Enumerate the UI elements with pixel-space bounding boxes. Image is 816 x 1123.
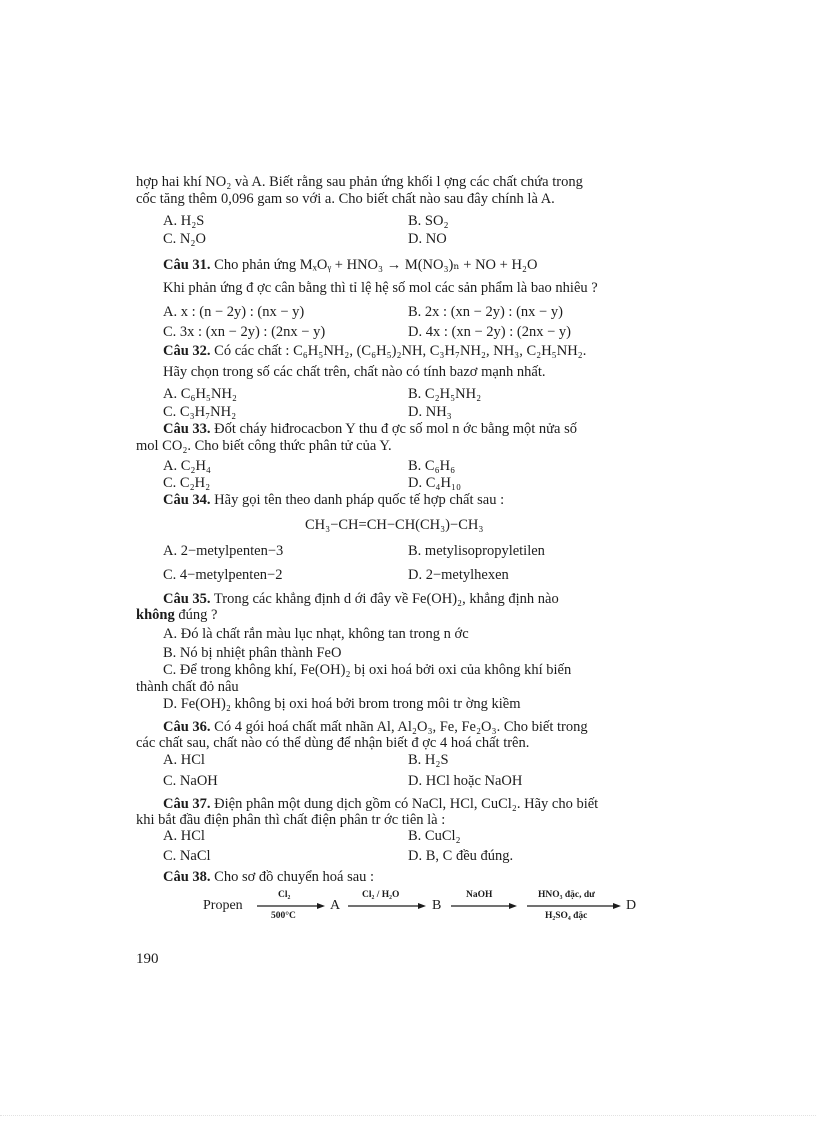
q37-option-d: D. B, C đều đúng. xyxy=(408,848,514,864)
q34-option-b: B. metylisopropyletilen xyxy=(408,543,545,559)
intro-line-1: hợp hai khí NO₂ và A. Biết rằng sau phản ứng khối l ợng các chất chứa trong xyxy=(136,174,583,190)
q35-option-b: B. Nó bị nhiệt phân thành FeO xyxy=(163,645,342,661)
q35-option-c-cont: thành chất đỏ nâu xyxy=(136,679,239,695)
q32-option-b: B. C₂H₅NH₂ xyxy=(408,386,482,402)
question-33 xyxy=(163,421,577,438)
intro-option-b: B. SO₂ xyxy=(408,213,449,229)
arrow-3 xyxy=(450,902,518,910)
q32-option-d: D. NH₃ xyxy=(408,404,452,420)
q33-option-d: D. C₄H₁₀ xyxy=(408,475,462,491)
q37-option-a: A. HCl xyxy=(163,828,205,844)
q33-option-a: A. C₂H₄ xyxy=(163,458,211,474)
question-text: Cho sơ đồ chuyển hoá sau : xyxy=(214,869,375,885)
scan-border xyxy=(0,1115,816,1116)
question-text: Điện phân một dung dịch gồm có NaCl, HCl, CuCl₂. Hãy cho biết xyxy=(214,796,599,812)
intro-option-c: C. N₂O xyxy=(163,231,206,247)
arrow-4-reagent: HNO₃ đặc, dư xyxy=(538,890,595,900)
q31-option-d: D. 4x : (xn − 2y) : (2nx − y) xyxy=(408,324,571,340)
q36-option-c: C. NaOH xyxy=(163,773,218,789)
question-text: Có 4 gói hoá chất mất nhãn Al, Al₂O₃, Fe, Fe₂O₃. Cho biết trong xyxy=(214,719,588,735)
q34-option-a: A. 2−metylpenten−3 xyxy=(163,543,284,559)
q35-option-d: D. Fe(OH)₂ không bị oxi hoá bởi brom trong môi tr ờng kiềm xyxy=(163,696,521,712)
question-number: Câu 38. xyxy=(163,869,211,885)
question-31 xyxy=(163,257,537,274)
q35-option-c: C. Để trong không khí, Fe(OH)₂ bị oxi hoá bởi oxi của không khí biến xyxy=(163,662,572,678)
arrow-1 xyxy=(256,902,326,910)
question-36 xyxy=(163,719,588,736)
structural-formula: CH₃−CH=CH−CH(CH₃)−CH₃ xyxy=(305,517,484,533)
question-number: Câu 32. xyxy=(163,343,211,359)
q36-option-b: B. H₂S xyxy=(408,752,449,768)
arrow-1-reagent: Cl₂ xyxy=(278,890,291,900)
question-36-line-2: các chất sau, chất nào có thể dùng để nhận biết đ ợc 4 hoá chất trên. xyxy=(136,735,530,751)
q37-option-c: C. NaCl xyxy=(163,848,211,864)
scheme-product-a: A xyxy=(330,898,341,913)
question-35 xyxy=(163,591,559,608)
question-number: Câu 34. xyxy=(163,492,211,508)
question-number: Câu 31. xyxy=(163,257,211,273)
scheme-start: Propen xyxy=(203,898,243,913)
q35-option-a: A. Đó là chất rắn màu lục nhạt, không tan trong n ớc xyxy=(163,626,469,642)
question-text: Cho phản ứng MₓOᵧ + HNO₃ → M(NO₃)ₙ + NO + H₂O xyxy=(214,257,538,273)
emphasis-word: không xyxy=(136,607,175,623)
q31-option-b: B. 2x : (xn − 2y) : (nx − y) xyxy=(408,304,563,320)
q34-option-c: C. 4−metylpenten−2 xyxy=(163,567,283,583)
question-35-line-2 xyxy=(136,607,217,624)
q36-option-a: A. HCl xyxy=(163,752,205,768)
q31-option-a: A. x : (n − 2y) : (nx − y) xyxy=(163,304,305,320)
arrow-2 xyxy=(347,902,427,910)
q32-option-c: C. C₃H₇NH₂ xyxy=(163,404,237,420)
question-text-rest: đúng ? xyxy=(174,607,218,623)
question-number: Câu 35. xyxy=(163,591,211,607)
page-number: 190 xyxy=(136,951,159,967)
intro-line-2: cốc tăng thêm 0,096 gam so với a. Cho biết chất nào sau đây chính là A. xyxy=(136,191,555,207)
q37-option-b: B. CuCl₂ xyxy=(408,828,461,844)
arrow-4-catalyst: H₂SO₄ đặc xyxy=(545,911,588,921)
question-37-line-2: khi bắt đầu điện phân thì chất điện phân tr ớc tiên là : xyxy=(136,812,446,828)
question-38 xyxy=(163,869,374,886)
question-text: Đốt cháy hiđrocacbon Y thu đ ợc số mol n ớc bằng một nửa số xyxy=(214,421,577,437)
question-32-line-2: Hãy chọn trong số các chất trên, chất nào có tính bazơ mạnh nhất. xyxy=(163,364,546,380)
arrow-2-reagent: Cl₂ / H₂O xyxy=(362,890,400,900)
arrow-4 xyxy=(526,902,622,910)
question-text: Hãy gọi tên theo danh pháp quốc tế hợp chất sau : xyxy=(214,492,505,508)
q34-option-d: D. 2−metylhexen xyxy=(408,567,509,583)
question-number: Câu 37. xyxy=(163,796,211,812)
scheme-product-d: D xyxy=(626,898,637,913)
intro-option-d: D. NO xyxy=(408,231,447,247)
question-31-line-2: Khi phản ứng đ ợc cân bằng thì tỉ lệ hệ số mol các sản phẩm là bao nhiêu ? xyxy=(163,280,598,296)
question-text: Có các chất : C₆H₅NH₂, (C₆H₅)₂NH, C₃H₇NH₂, NH₃, C₂H₅NH₂. xyxy=(214,343,587,359)
q31-option-c: C. 3x : (xn − 2y) : (2nx − y) xyxy=(163,324,326,340)
q33-option-b: B. C₆H₆ xyxy=(408,458,456,474)
question-number: Câu 36. xyxy=(163,719,211,735)
question-37 xyxy=(163,796,598,813)
scheme-product-b: B xyxy=(432,898,442,913)
q33-option-c: C. C₂H₂ xyxy=(163,475,211,491)
q32-option-a: A. C₆H₅NH₂ xyxy=(163,386,237,402)
intro-option-a: A. H₂S xyxy=(163,213,205,229)
question-32 xyxy=(163,343,586,360)
question-34 xyxy=(163,492,504,509)
arrow-1-condition: 500°C xyxy=(271,911,296,921)
question-number: Câu 33. xyxy=(163,421,211,437)
question-text: Trong các khẳng định d ới đây về Fe(OH)₂, khẳng định nào xyxy=(213,591,559,607)
question-33-line-2: mol CO₂. Cho biết công thức phân tử của Y. xyxy=(136,438,392,454)
q36-option-d: D. HCl hoặc NaOH xyxy=(408,773,523,789)
arrow-3-reagent: NaOH xyxy=(466,890,493,900)
